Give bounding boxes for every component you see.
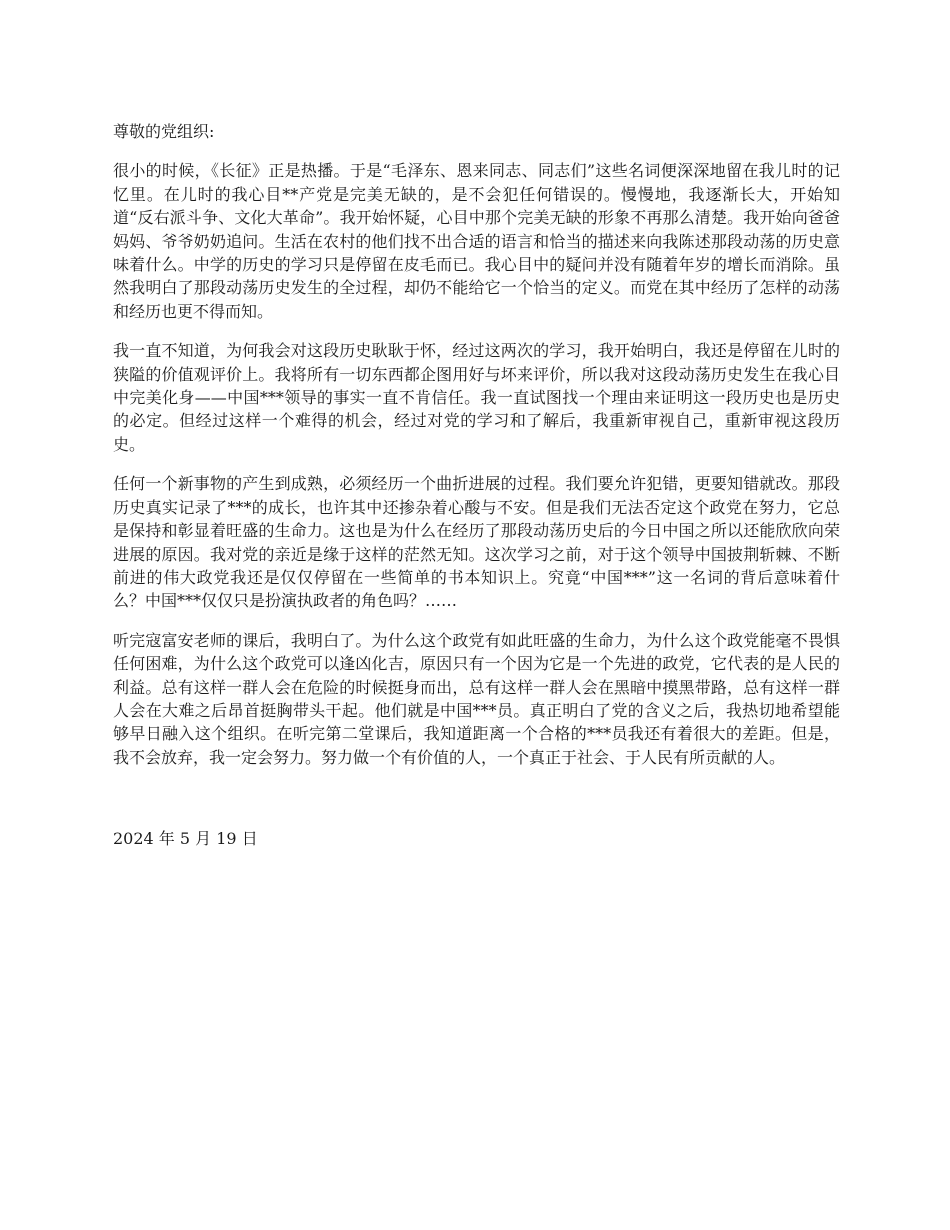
letter-paragraph: 任何一个新事物的产生到成熟，必须经历一个曲折进展的过程。我们要允许犯错，更要知错就改。那段历史真实记录了***的成长，也许其中还掺杂着心酸与不安。但是我们无法否定这个政党在努力，它总是保持和彰显着旺盛的生命力。这也是为什么在经历了那段动荡历史后的今日中国之所以还能欣欣向荣进展的原因。我对党的亲近是缘于这样的茫然无知。这次学习之前，对于这个领导中国披荆斩棘、不断前进的伟大政党我还是仅仅停留在一些简单的书本知识上。究竟“中国***”这一名词的背后意味着什么？中国***仅仅只是扮演执政者的角色吗？…… <box>113 474 840 611</box>
letter-paragraph: 我一直不知道，为何我会对这段历史耿耿于怀，经过这两次的学习，我开始明白，我还是停留在儿时的狭隘的价值观评价上。我将所有一切东西都企图用好与坏来评价，所以我对这段动荡历史发生在我心目中完美化身——中国***领导的事实一直不肯信任。我一直试图找一个理由来证明这一段历史也是历史的必定。但经过这样一个难得的机会，经过对党的学习和了解后，我重新审视自己，重新审视这段历史。 <box>113 341 840 454</box>
letter-date: 2024 年 5 月 19 日 <box>113 829 258 849</box>
letter-paragraph: 听完寇富安老师的课后，我明白了。为什么这个政党有如此旺盛的生命力，为什么这个政党能毫不畏惧任何困难，为什么这个政党可以逢凶化吉，原因只有一个因为它是一个先进的政党，它代表的是人民的利益。总有这样一群人会在危险的时候挺身而出，总有这样一群人会在黑暗中摸黑带路，总有这样一群人会在大难之后昂首挺胸带头干起。他们就是中国***员。真正明白了党的含义之后，我热切地希望能够早日融入这个组织。在听完第二堂课后，我知道距离一个合格的***员我还有着很大的差距。但是，我不会放弃，我一定会努力。努力做一个有价值的人，一个真正于社会、于人民有所贡献的人。 <box>113 630 840 767</box>
letter-salutation: 尊敬的党组织: <box>113 122 215 141</box>
letter-paragraph: 很小的时候，《长征》正是热播。于是“毛泽东、恩来同志、同志们”这些名词便深深地留在我儿时的记忆里。在儿时的我心目**产党是完美无缺的，是不会犯任何错误的。慢慢地，我逐渐长大，开始知道“反右派斗争、文化大革命”。我开始怀疑，心目中那个完美无缺的形象不再那么清楚。我开始向爸爸妈妈、爷爷奶奶追问。生活在农村的他们找不出合适的语言和恰当的描述来向我陈述那段动荡的历史意味着什么。中学的历史的学习只是停留在皮毛而已。我心目中的疑问并没有随着年岁的增长而消除。虽然我明白了那段动荡历史发生的全过程，却仍不能给它一个恰当的定义。而党在其中经历了怎样的动荡和经历也更不得而知。 <box>113 161 840 321</box>
letter-document <box>113 120 840 851</box>
